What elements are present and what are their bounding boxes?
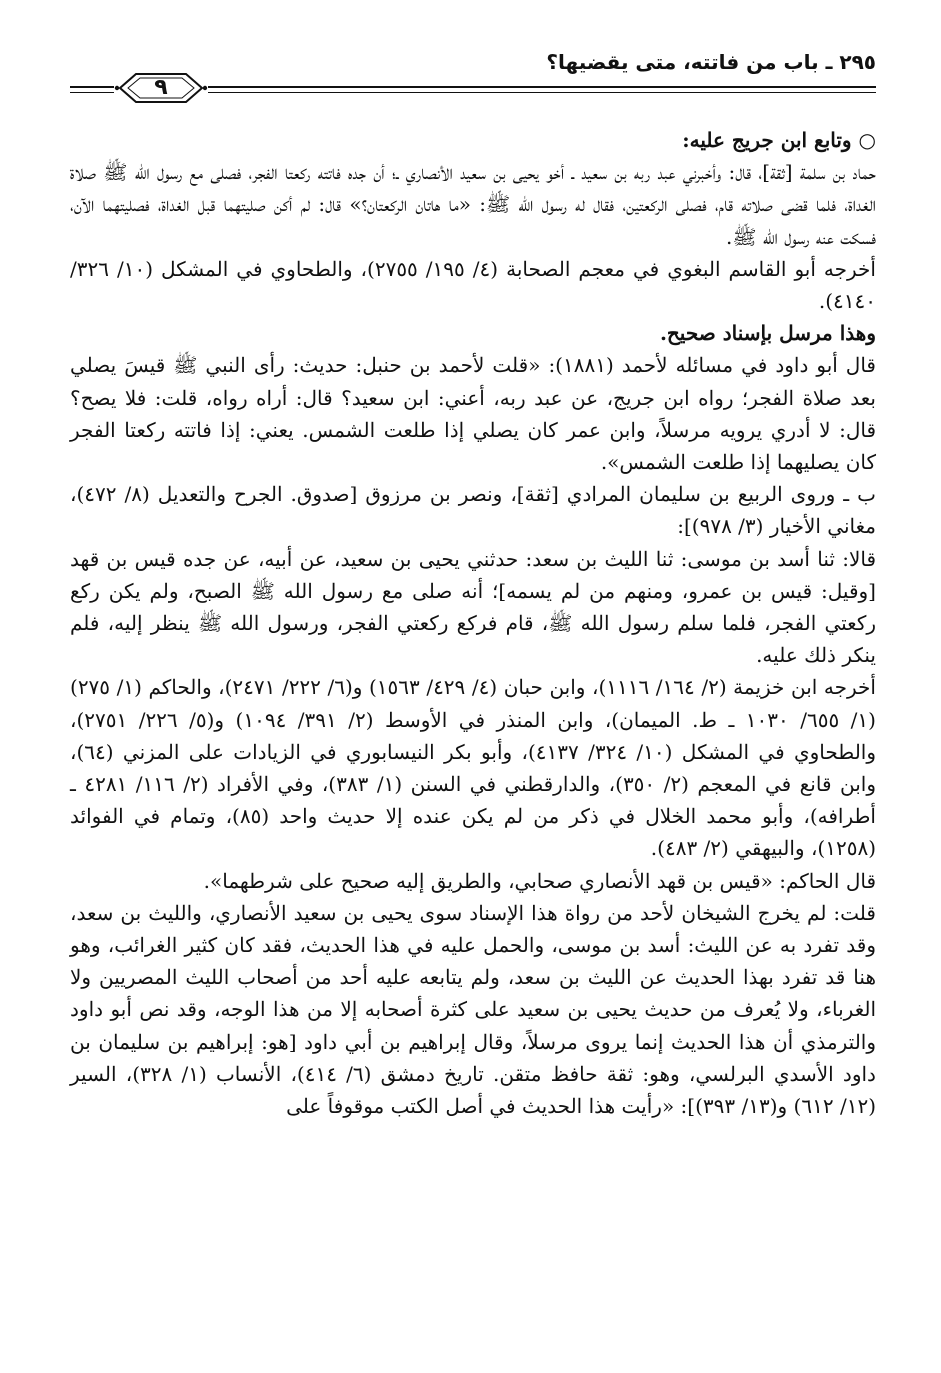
paragraph-6: ب ـ وروى الربيع بن سليمان المرادي [ثقة]، ونصر بن مرزوق [صدوق. الجرح والتعديل (٨/ ٤٧٢)، مغاني الأخيار (٣/ ٩٧٨)]:: [70, 482, 876, 539]
page-body: [70, 124, 876, 1122]
paragraph-4: وهذا مرسل بإسناد صحيح.: [659, 321, 876, 346]
paragraph-5: قال أبو داود في مسائله لأحمد (١٨٨١): «قلت لأحمد بن حنبل: حديث: رأى النبي ﷺ قيسَ يصلي بعد صلاة الفجر؛ رواه ابن جريج، عن عبد ربه، أعني: ابن سعيد؟ قال: أراه رواه، قلت: فلا يصح؟ قال: لا أدري يرويه مرسلاً، وابن عمر كان يصلي إذا طلعت الشمس. يعني: إذا فاتته ركعتا الفجر كان يصليهما إذا طلعت الشمس».: [70, 353, 876, 475]
paragraph-9: قال الحاكم: «قيس بن قهد الأنصاري صحابي، والطريق إليه صحيح على شرطهما».: [203, 868, 876, 893]
paragraph-8: أخرجه ابن خزيمة (٢/ ١٦٤/ ١١١٦)، وابن حبان (٤/ ٤٢٩/ ١٥٦٣) و(٦/ ٢٢٢/ ٢٤٧١)، والحاكم (١/ ٢٧٥) (١/ ٦٥٥/ ١٠٣٠ ـ ط. الميمان)، وابن المنذر في الأوسط (٢/ ٣٩١/ ١٠٩٤) و(٥/ ٢٢٦/ ٢٧٥١)، والطحاوي في المشكل (١٠/ ٣٢٤/ ٤١٣٧)، وأبو بكر النيسابوري في الزيادات على المزني (٦٤)، وابن قانع في المعجم (٢/ ٣٥٠)، والدارقطني في السنن (١/ ٣٨٣)، وفي الأفراد (٢/ ١١٦/ ٤٢٨١ ـ أطرافه)، وأبو محمد الخلال في ذكر من لم يكن عنده إلا حديث واحد (٨٥)، وتمام في الفوائد (١٢٥٨)، والبيهقي (٢/ ٤٨٣).: [70, 675, 877, 861]
page-header: [70, 46, 876, 106]
paragraph-1: ○ وتابع ابن جريج عليه:: [682, 128, 876, 152]
header-rule: [208, 86, 876, 93]
page-number-ornament: [114, 68, 208, 108]
chapter-title: ٢٩٥ ـ باب من فاتته، متى يقضيها؟: [546, 50, 876, 74]
paragraph-3: أخرجه أبو القاسم البغوي في معجم الصحابة (٤/ ١٩٥/ ٢٧٥٥)، والطحاوي في المشكل (١٠/ ٣٢٦/ ٤١٤٠).: [70, 256, 876, 314]
header-rule-left: [70, 86, 114, 93]
page-number: ٩: [154, 75, 168, 100]
paragraph-7: قالا: ثنا أسد بن موسى: ثنا الليث بن سعد: حدثني يحيى بن سعيد، عن أبيه، عن جده قيس بن قهد [وقيل: قيس بن عمرو، ومنهم من لم يسمه]؛ أنه صلى مع رسول الله ﷺ الصبح، ولم يكن ركع ركعتي الفجر، فلما سلم رسول الله ﷺ، قام فركع ركعتي الفجر، ورسول الله ﷺ ينظر إليه، فلم ينكر ذلك عليه.: [70, 546, 877, 668]
paragraph-10: قلت: لم يخرج الشيخان لأحد من رواة هذا الإسناد سوى يحيى بن سعيد الأنصاري، والليث بن سعد، وقد تفرد به عن الليث: أسد بن موسى، والحمل عليه في هذا الحديث، فقد كان كثير الغرائب، وهو هنا قد تفرد بهذا الحديث عن الليث بن سعد، ولم يتابعه عليه أحد من أصحاب الليث المصريين ولا الغرباء، ولا يُعرف من حديث يحيى بن سعيد على كثرة أصحابه إلا من هذا الوجه، وقد نص أبو داود والترمذي أن هذا الحديث إنما يروى مرسلاً، وقال إبراهيم بن أبي داود [هو: إبراهيم بن سليمان بن داود الأسدي البرلسي، وهو: ثقة حافظ متقن. تاريخ دمشق (٦/ ٤١٤)، الأنساب (١/ ٣٢٨)، السير (١٢/ ٦١٢) و(١٣/ ٣٩٣)]: «رأيت هذا الحديث في أصل الكتب موقوفاً على: [70, 900, 876, 1119]
paragraph-2: حماد بن سلمة [ثقة]، قال: وأخبرني عبد ربه بن سعيد ـ أخو يحيى بن سعيد الأنصاري ـ؛ أن جده فاتته ركعتا الفجر، فصلى مع رسول الله ﷺ صلاة الغداة، فلما قضى صلاته قام، فصلى الركعتين، فقال له رسول الله ﷺ: «ما هاتان الركعتان؟» قال: لم أكن صليتهما قبل الغداة، فصليتهما الآن، فسكت عنه رسول الله ﷺ.: [70, 160, 876, 249]
